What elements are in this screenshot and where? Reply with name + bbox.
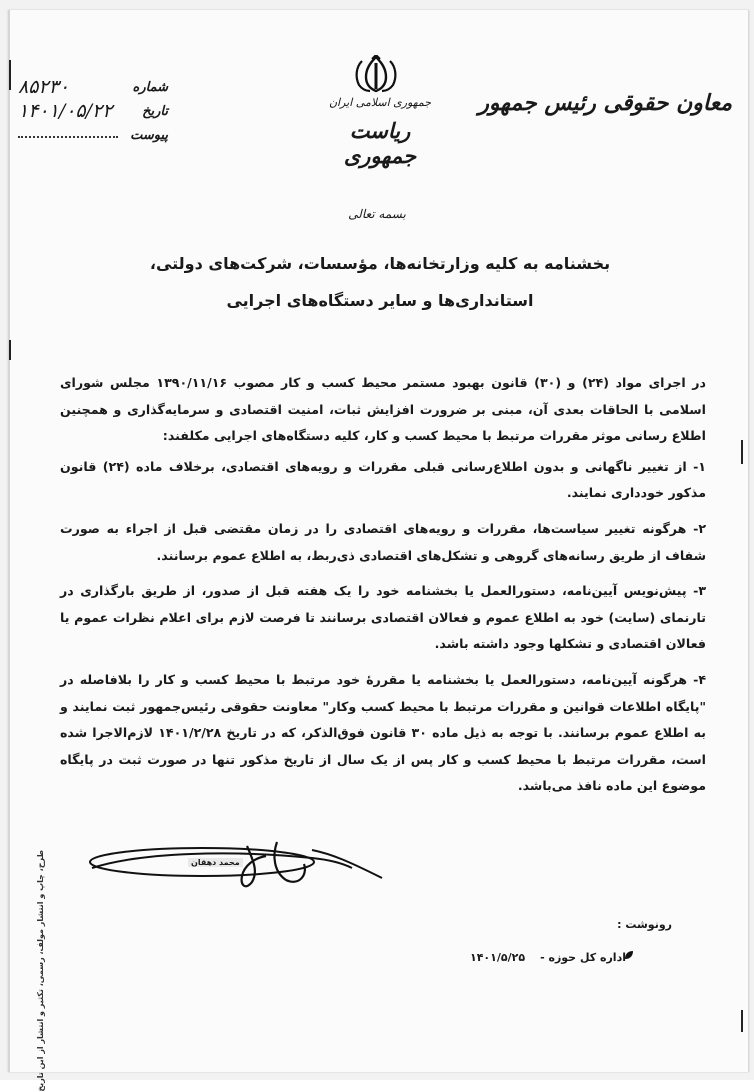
date-label: تاریخ — [142, 104, 168, 119]
body-intro: در اجرای مواد (۲۴) و (۳۰) قانون بهبود مستمر محیط کسب و کار مصوب ۱۳۹۰/۱۱/۱۶ مجلس شورای اسلامی با الحاقات بعدی آن، مبنی بر ضرورت افزایش ثبات، امنیت اقتصادی و سرمایه‌گذاری و همچنین اطلاع رسانی موثر مقررات مرتبط با محیط کسب و کار، کلیه دستگاه‌های اجرایی مکلفند: — [60, 375, 707, 444]
meta-number-row — [18, 78, 168, 102]
issuer-title: معاون حقوقی رئیس جمهور — [478, 90, 732, 116]
copy-recipient-text: اداره کل حوزه - — [540, 951, 626, 964]
scan-edge-mark — [741, 1010, 743, 1032]
letter-meta — [18, 78, 168, 150]
subject-line-1: بخشنامه به کلیه وزارتخانه‌ها، مؤسسات، شرکت‌های دولتی، — [149, 254, 611, 273]
scan-edge-mark — [9, 60, 11, 90]
date-value: ۱۴۰۱/۰۵/۲۲ — [18, 100, 113, 122]
scan-edge-mark — [741, 440, 743, 464]
body-item-1: ۱- از تغییر ناگهانی و بدون اطلاع‌رسانی قبلی مقررات و رویه‌های اقتصادی، برخلاف ماده (۲۴) قانون مذکور خودداری نمایند. — [60, 458, 706, 501]
margin-note: طرح، چاپ و انتشار مولف، رسمی، تکثیر و انتشار از این تاریخ — [36, 850, 45, 1092]
subject-line-2: استانداری‌ها و سایر دستگاه‌های اجرایی — [226, 291, 534, 310]
iran-emblem-icon — [348, 55, 404, 93]
attachment-dots — [18, 136, 118, 138]
number-value: ۸۵۲۳۰ — [18, 76, 70, 98]
body-item-2: ۲- هرگونه تغییر سیاست‌ها، مقررات و رویه‌های اقتصادی را در زمان مقتضی قبل از اجراء به صورت شفاف از طریق رسانه‌های گروهی و تشکل‌های اقتصادی ذی‌ربط، به اطلاع عموم برسانند. — [60, 520, 706, 563]
attachment-label: پیوست — [130, 128, 168, 143]
signatory-name: محمد دهقان — [188, 858, 243, 867]
republic-text: جمهوری اسلامی ایران — [328, 96, 432, 109]
meta-attachment-row — [18, 126, 168, 150]
body-item-3: ۳- پیش‌نویس آیین‌نامه، دستورالعمل یا بخشنامه خود را یک هفته قبل از صدور، از طریق بارگذاری در تارنمای (سایت) خود به اطلاع عموم و فعالان اقتصادی برسانند تا فرصت لازم برای اعلام نظرات عموم یا فعالان اقتصادی و تشکلها وجود داشته باشد. — [60, 583, 706, 652]
copy-label: رونوشت : — [617, 918, 672, 931]
letter-body — [60, 370, 706, 804]
meta-date-row — [18, 102, 168, 126]
basmala: بسمه تعالی — [348, 207, 406, 221]
number-label: شماره — [132, 80, 168, 95]
copy-date: ۱۴۰۱/۵/۲۵ — [470, 951, 526, 964]
presidency-text: ریاست جمهوری — [343, 118, 417, 168]
scan-edge-mark — [9, 340, 11, 360]
body-item-4: ۴- هرگونه آیین‌نامه، دستورالعمل یا بخشنامه یا مقررهٔ خود مرتبط با محیط کسب و کار را بلافاصله در "پایگاه اطلاعات قوانین و مقررات مرتبط با محیط کسب وکار" معاونت حقوقی رئیس‌جمهور ثبت نمایند و به اطلاع عموم برسانند. با توجه به ذیل ماده ۳۰ قانون فوق‌الذکر، که در تاریخ ۱۴۰۱/۲/۲۸ لازم‌الاجرا شده است، مقررات مرتبط با محیط کسب و کار پس از یک سال از تاریخ مذکور تنها در صورت ثبت در پایگاه موضوع این ماده نافذ می‌باشد. — [60, 671, 706, 794]
